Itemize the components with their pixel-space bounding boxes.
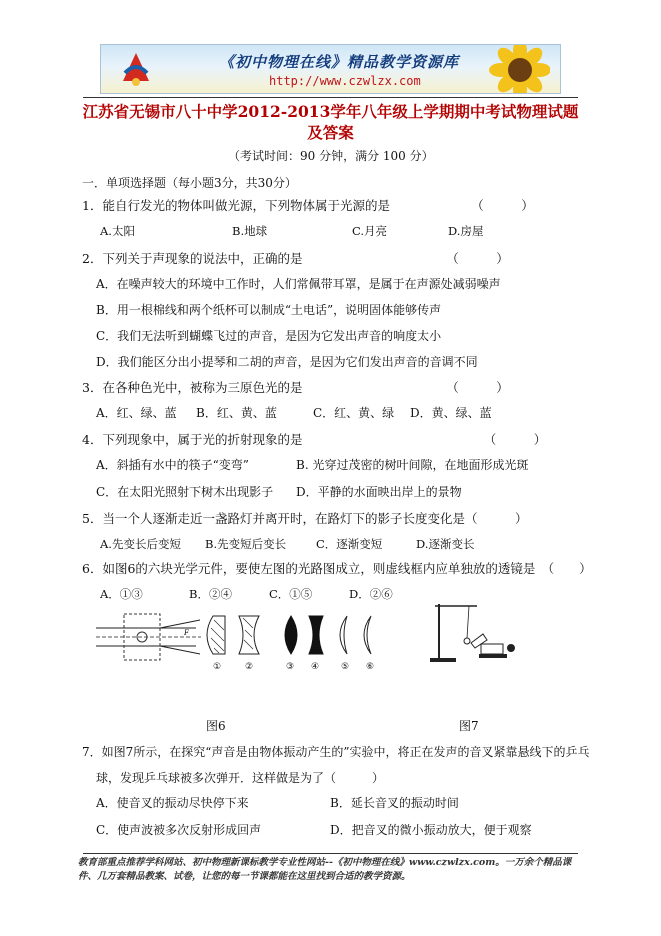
q4-option-a: A．斜插有水中的筷子“变弯” [96,458,249,472]
question-6-stem: 6．如图6的六块光学元件，要使左图的光路图成立，则虚线框内应单独放的透镜是 （ ） [82,561,592,576]
banner-title: 《初中物理在线》精品教学资源库 [219,53,460,71]
question-1-stem: 1．能自行发光的物体叫做光源，下列物体属于光源的是 （ ） [82,198,534,213]
q7-option-a: A．使音叉的振动尽快停下来 [96,796,249,810]
q2-option-c: C．我们无法听到蝴蝶飞过的声音，是因为它发出声音的响度太小 [96,329,442,343]
lens-number-3: ③ [286,662,295,672]
q5-option-d: D.逐渐变长 [416,537,475,551]
q7-option-b: B．延长音叉的振动时间 [330,796,459,810]
q2-option-b: B．用一根棉线和两个纸杯可以制成“土电话”，说明固体能够传声 [96,303,442,317]
question-7-stem: 7．如图7所示，在探究“声音是由物体振动产生的”实验中，将正在发声的音叉紧靠悬线下的乒乓 [82,745,590,759]
footer-text: 教育部重点推荐学科网站、初中物理新课标教学专业性网站--《初中物理在线》www.czwlzx.com。一万余个精品课件、几万套精品教案、试卷，让您的每一节课都能在这里找到合适的教学资源。 [78,857,572,882]
sunflower-icon [480,44,550,94]
q3-option-c: C．红、黄、绿 [313,406,395,420]
site-logo-icon [119,51,153,87]
q6-option-c: C．①⑤ [269,587,313,601]
q3-option-b: B．红、黄、蓝 [196,406,277,420]
q1-option-a: A.太阳 [100,224,135,238]
q7-option-c: C．使声波被多次反射形成回声 [96,823,262,837]
lens-number-1: ① [213,662,222,672]
q4-option-c: C．在太阳光照射下树木出现影子 [96,485,274,499]
lens-number-4: ④ [311,662,320,672]
focal-point-label: F [184,629,189,637]
q4-option-b: B. 光穿过茂密的树叶间隙，在地面形成光斑 [296,458,529,472]
q5-option-c: C．逐渐变短 [316,537,383,551]
question-7-stem-continued: 球，发现乒乓球被多次弹开．这样做是为了（ ） [96,771,385,785]
question-2-stem: 2．下列关于声现象的说法中，正确的是 （ ） [82,251,509,266]
question-3-stem: 3．在各种色光中，被称为三原色光的是 （ ） [82,380,509,395]
q3-option-a: A．红、绿、蓝 [96,406,177,420]
lens-number-6: ⑥ [366,662,375,672]
header-rule [83,97,578,98]
question-5-stem: 5．当一个人逐渐走近一盏路灯并离开时，在路灯下的影子长度变化是（ ） [82,511,528,526]
figure-6-lenses [205,612,390,672]
q2-option-a: A．在噪声较大的环境中工作时，人们常佩带耳罩，是属于在声源处减弱噪声 [96,277,501,291]
q4-option-d: D．平静的水面映出岸上的景物 [296,485,462,499]
q2-option-d: D．我们能区分出小提琴和二胡的声音，是因为它们发出声音的音调不同 [96,355,478,369]
lens-number-5: ⑤ [341,662,350,672]
exam-info: （考试时间：90 分钟，满分 100 分） [228,149,434,163]
q6-option-d: D．②⑥ [349,587,393,601]
q5-option-b: B.先变短后变长 [205,537,287,551]
figure-7-label: 图7 [459,719,479,733]
q1-option-d: D.房屋 [448,224,484,238]
figure-6-light-path [96,606,206,668]
header-banner [100,44,561,94]
q1-option-b: B.地球 [232,224,268,238]
question-4-stem: 4．下列现象中，属于光的折射现象的是 （ ） [82,432,547,447]
lens-number-2: ② [245,662,254,672]
q3-option-d: D．黄、绿、蓝 [410,406,492,420]
document-title: 江苏省无锡市八十中学2012-2013学年八年级上学期期中考试物理试题及答案 [82,102,579,142]
q5-option-a: A.先变长后变短 [100,537,181,551]
figure-7-tuning-fork-apparatus [425,600,525,665]
q6-option-b: B．②④ [189,587,232,601]
q7-option-d: D．把音叉的微小振动放大，便于观察 [330,823,532,837]
q6-option-a: A．①③ [100,587,143,601]
footer-rule [83,853,578,854]
section-heading: 一．单项选择题（每小题3分，共30分） [82,176,297,190]
q1-option-c: C.月亮 [352,224,388,238]
banner-url[interactable]: http://www.czwlzx.com [269,74,421,88]
figure-6-label: 图6 [206,719,226,733]
